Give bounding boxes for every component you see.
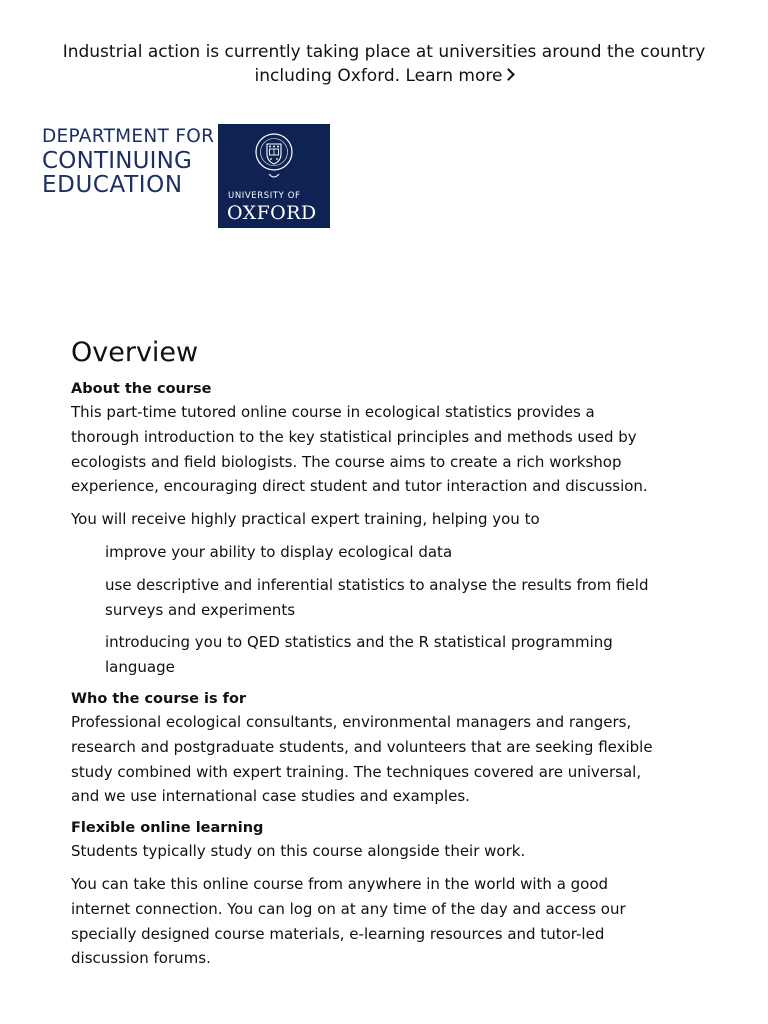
course-overview	[71, 336, 661, 979]
chevron-right-icon	[503, 68, 516, 81]
who-heading: Who the course is for	[71, 690, 247, 707]
learn-more-label: Learn more	[405, 66, 503, 86]
page-title: Overview	[71, 337, 199, 368]
flexible-text-2: You can take this online course from anywhere in the world with a good internet connection. You can log on at any time of the day and access our specially designed course materials, e-learning resources and tutor-led discussion forums.	[71, 874, 626, 968]
training-intro: You will receive highly practical expert training, helping you to	[71, 510, 540, 529]
list-item: introducing you to QED statistics and the R statistical programming language	[105, 633, 613, 677]
list-item: improve your ability to display ecological data	[105, 542, 453, 561]
industrial-action-banner	[0, 40, 768, 88]
department-logo[interactable]	[42, 128, 214, 197]
learn-more-link[interactable]	[406, 66, 514, 86]
about-text: This part-time tutored online course in ecological statistics provides a thorough introduction to the key statistical principles and methods used by ecologists and field biologists. The course aims to create a rich workshop experience, encouraging direct student and tutor interaction and discussion.	[71, 403, 648, 496]
university-of-label: UNIVERSITY OF	[228, 191, 301, 201]
oxford-logo[interactable]	[218, 124, 330, 228]
oxford-label: OXFORD	[227, 202, 317, 224]
dept-line2: CONTINUING	[42, 147, 193, 174]
flexible-text-1: Students typically study on this course alongside their work.	[71, 842, 526, 861]
training-list	[71, 540, 661, 680]
banner-text: Industrial action is currently taking place at universities around the country including Oxford.	[62, 42, 706, 86]
dept-line3: EDUCATION	[42, 171, 183, 198]
dept-line1: DEPARTMENT FOR	[42, 126, 215, 147]
oxford-crest-icon	[254, 130, 294, 182]
list-item: use descriptive and inferential statistics to analyse the results from field surveys and experiments	[105, 575, 649, 619]
who-text: Professional ecological consultants, environmental managers and rangers, research and postgraduate students, and volunteers that are seeking flexible study combined with expert training. The techniques covered are universal, and we use international case studies and examples.	[71, 712, 653, 806]
flexible-heading: Flexible online learning	[71, 820, 264, 837]
about-heading: About the course	[71, 381, 212, 397]
